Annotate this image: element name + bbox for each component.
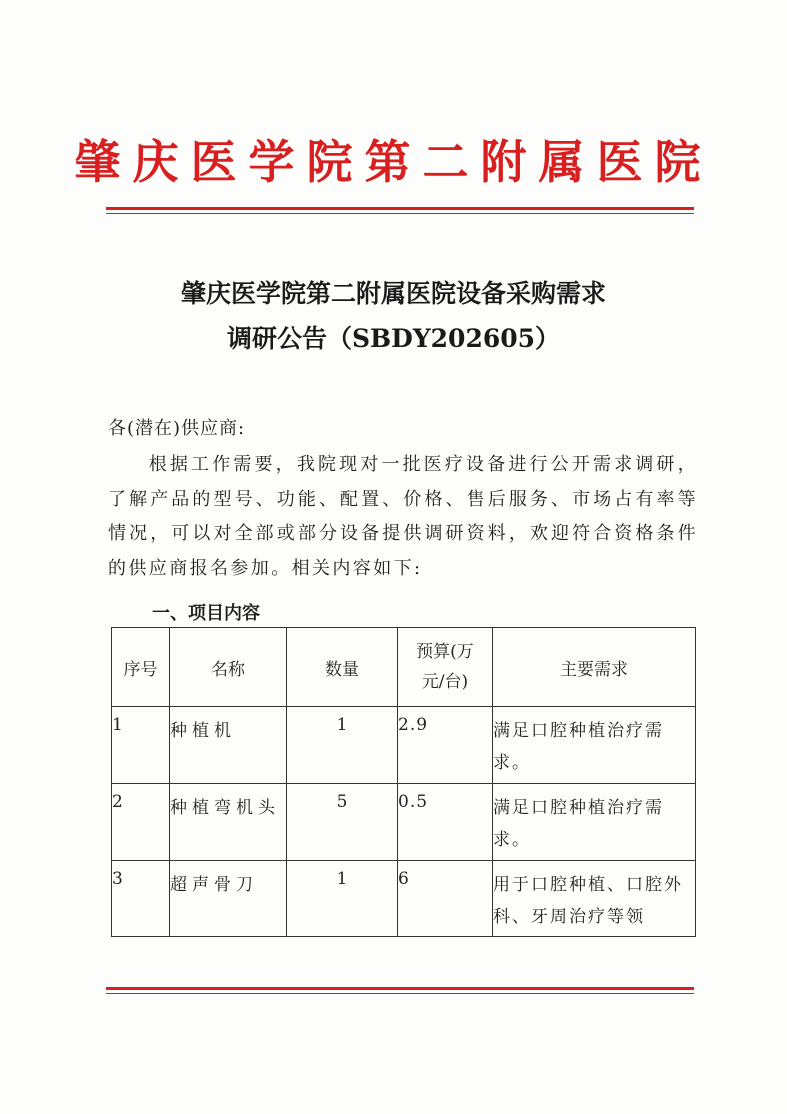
- project-items-table: [111, 627, 696, 937]
- row-qty: 5: [287, 784, 398, 861]
- footer-red-rule: [106, 987, 694, 994]
- row-requirement: 满足口腔种植治疗需求。: [493, 784, 696, 861]
- header-budget-line2: 元/台): [421, 672, 469, 692]
- row-seq: 2: [112, 784, 170, 861]
- row-requirement: 用于口腔种植、口腔外科、牙周治疗等领: [493, 861, 696, 937]
- row-seq: 1: [112, 707, 170, 784]
- table-row: [112, 861, 696, 937]
- row-name: 超声骨刀: [170, 861, 287, 937]
- letterhead-red-rule: [106, 207, 694, 214]
- body-paragraph-text: 根据工作需要，我院现对一批医疗设备进行公开需求调研，了解产品的型号、功能、配置、价格、售后服务、市场占有率等情况，可以对全部或部分设备提供调研资料，欢迎符合资格条件的供应商报名参加。相关内容如下:: [108, 454, 698, 579]
- section-heading-project-content: 一、项目内容: [152, 603, 260, 624]
- row-qty: 1: [287, 861, 398, 937]
- table-row: [112, 784, 696, 861]
- notice-title-line1: 肇庆医学院第二附属医院设备采购需求: [180, 279, 606, 308]
- row-name: 种植弯机头: [170, 784, 287, 861]
- letterhead-title: 肇庆医学院第二附属医院: [74, 135, 713, 189]
- notice-title-line2: 调研公告（SBDY202605）: [226, 324, 561, 353]
- row-qty: 1: [287, 707, 398, 784]
- row-budget: 0.5: [398, 784, 493, 861]
- row-requirement: 满足口腔种植治疗需求。: [493, 707, 696, 784]
- row-name: 种植机: [170, 707, 287, 784]
- row-seq: 3: [112, 861, 170, 937]
- header-requirement: 主要需求: [493, 628, 696, 707]
- table-row: [112, 707, 696, 784]
- row-budget: 6: [398, 861, 493, 937]
- salutation: 各(潜在)供应商:: [108, 418, 246, 439]
- header-qty: 数量: [287, 628, 398, 707]
- row-budget: 2.9: [398, 707, 493, 784]
- header-name: 名称: [170, 628, 287, 707]
- table-header-row: [112, 628, 696, 707]
- body-paragraph: [108, 448, 698, 586]
- header-budget: [398, 628, 493, 707]
- header-budget-line1: 预算(万: [416, 642, 474, 662]
- header-seq: 序号: [112, 628, 170, 707]
